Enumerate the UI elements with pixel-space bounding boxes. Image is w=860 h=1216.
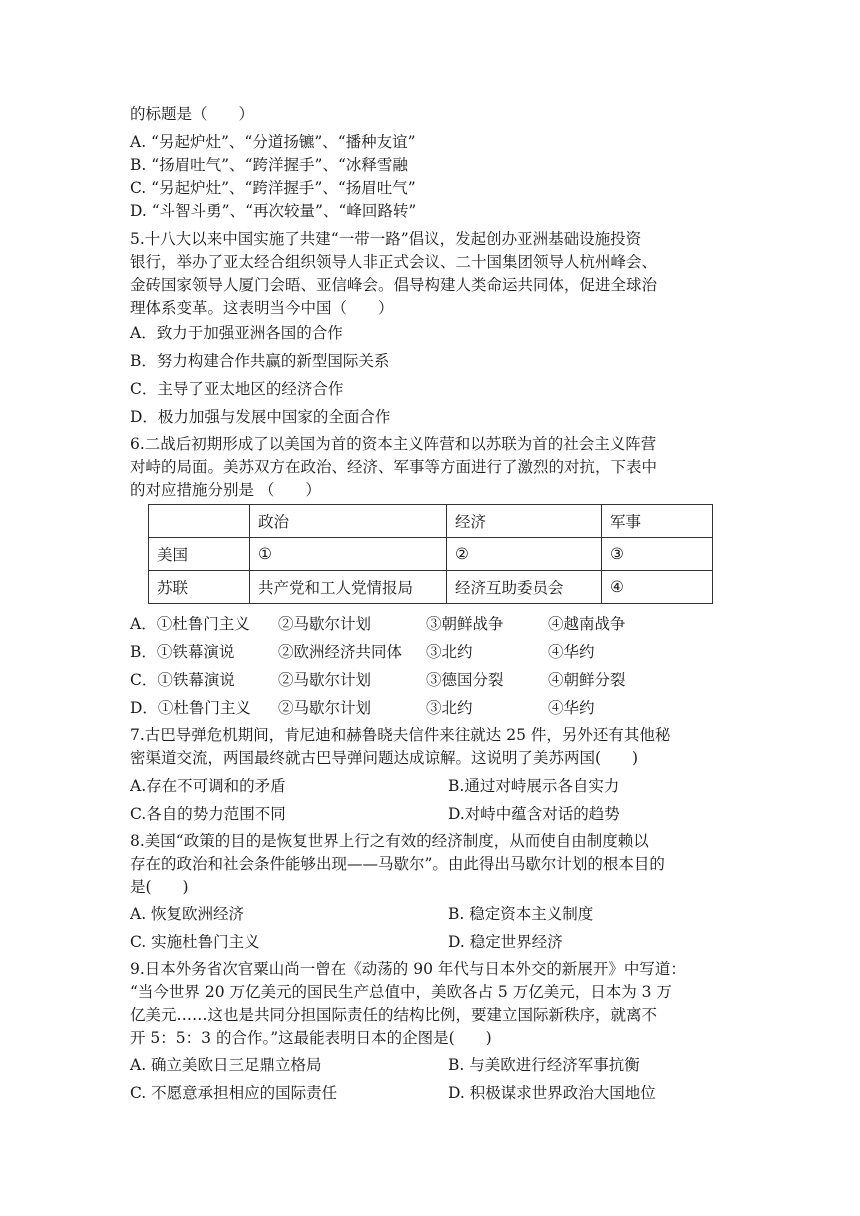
q8-option-c: C. 实施杜鲁门主义: [130, 933, 260, 951]
option-part: ④华约: [548, 643, 595, 661]
q6-measures-table: [148, 504, 713, 604]
q5-option-d: D．极力加强与发展中国家的全面合作: [130, 408, 391, 426]
table-cell: 经济互助委员会: [447, 571, 602, 604]
q5-stem-line: 理体系变革。这表明当今中国（ ）: [130, 299, 394, 317]
table-header-row: [149, 505, 713, 538]
option-part: ③北约: [426, 699, 473, 717]
q7-option-d: D.对峙中蕴含对话的趋势: [448, 805, 620, 823]
q5-stem-line: 金砖国家领导人厦门会晤、亚信峰会。倡导构建人类命运共同体，促进全球治: [130, 276, 658, 294]
q5-option-c: C．主导了亚太地区的经济合作: [130, 380, 344, 398]
q7-stem-line: 密渠道交流，两国最终就古巴导弹问题达成谅解。这说明了美苏两国( ): [130, 749, 639, 767]
q9-option-c: C. 不愿意承担相应的国际责任: [130, 1084, 338, 1102]
q8-option-b: B. 稳定资本主义制度: [448, 905, 594, 923]
q9-stem-line: 9.日本外务省次官粟山尚一曾在《动荡的 90 年代与日本外交的新展开》中写道：: [130, 960, 686, 978]
table-cell: 政治: [250, 505, 447, 538]
option-part: B．①铁幕演说: [130, 643, 235, 661]
q8-stem-line: 是( ): [130, 878, 189, 896]
table-cell: 共产党和工人党情报局: [250, 571, 447, 604]
q9-stem-line: 亿美元……这也是共同分担国际责任的结构比例，要建立国际新秩序，就离不: [130, 1006, 658, 1024]
table-row: [149, 538, 713, 571]
q9-option-b: B. 与美欧进行经济军事抗衡: [448, 1056, 640, 1074]
table-cell: 经济: [447, 505, 602, 538]
q6-stem-line: 6.二战后初期形成了以美国为首的资本主义阵营和以苏联为首的社会主义阵营: [130, 435, 657, 453]
option-part: D．①杜鲁门主义: [130, 699, 251, 717]
option-part: A．①杜鲁门主义: [130, 615, 250, 633]
table-cell: ②: [447, 538, 602, 571]
table-cell: 军事: [602, 505, 713, 538]
table-cell: 美国: [149, 538, 250, 571]
option-part: ②马歇尔计划: [278, 699, 372, 717]
q7-option-a: A.存在不可调和的矛盾: [130, 777, 286, 795]
table-row: [149, 571, 713, 604]
table-cell: ③: [602, 538, 713, 571]
q8-stem-line: 存在的政治和社会条件能够出现——马歇尔”。由此得出马歇尔计划的根本目的: [130, 855, 665, 873]
option-part: ②欧洲经济共同体: [278, 643, 403, 661]
q5-stem-line: 银行，举办了亚太经合组织领导人非正式会议、二十国集团领导人杭州峰会、: [130, 253, 658, 271]
q6-stem-line: 的对应措施分别是 （ ）: [130, 481, 321, 499]
q9-stem-line: “当今世界 20 万亿美元的国民生产总值中，美欧各占 5 万亿美元，日本为 3 万: [130, 983, 672, 1001]
q9-option-d: D. 积极谋求世界政治大国地位: [448, 1084, 656, 1102]
q4-stem: 的标题是（ ）: [130, 105, 255, 123]
option-part: ②马歇尔计划: [278, 671, 372, 689]
q7-option-b: B.通过对峙展示各自实力: [448, 777, 620, 795]
q4-option-d: D. “斗智斗勇”、“再次较量”、“峰回路转”: [130, 202, 417, 220]
q4-option-a: A. “另起炉灶”、“分道扬镳”、“播种友谊”: [130, 133, 416, 151]
q6-stem-line: 对峙的局面。美苏双方在政治、经济、军事等方面进行了激烈的对抗，下表中: [130, 458, 658, 476]
table-cell: ①: [250, 538, 447, 571]
option-part: C．①铁幕演说: [130, 671, 235, 689]
q9-stem-line: 开 5：5：3 的合作。”这最能表明日本的企图是( ): [130, 1029, 492, 1047]
q7-stem-line: 7.古巴导弹危机期间，肯尼迪和赫鲁晓夫信件来往就达 25 件，另外还有其他秘: [130, 726, 671, 744]
option-part: ③北约: [426, 643, 473, 661]
q4-option-c: C. “另起炉灶”、“跨洋握手”、“扬眉吐气”: [130, 179, 416, 197]
option-part: ③德国分裂: [426, 671, 504, 689]
table-cell: 苏联: [149, 571, 250, 604]
q5-stem-line: 5.十八大以来中国实施了共建“一带一路”倡议，发起创办亚洲基础设施投资: [130, 230, 642, 248]
q8-option-a: A. 恢复欧洲经济: [130, 905, 245, 923]
option-part: ④越南战争: [548, 615, 626, 633]
q5-option-a: A．致力于加强亚洲各国的合作: [130, 324, 343, 342]
option-part: ④华约: [548, 699, 595, 717]
option-part: ③朝鲜战争: [426, 615, 504, 633]
q8-option-d: D. 稳定世界经济: [448, 933, 563, 951]
option-part: ②马歇尔计划: [278, 615, 372, 633]
table-cell: [149, 505, 250, 538]
q4-option-b: B. “扬眉吐气”、“跨洋握手”、“冰释雪融: [130, 156, 408, 174]
table-cell: ④: [602, 571, 713, 604]
option-part: ④朝鲜分裂: [548, 671, 626, 689]
q9-option-a: A. 确立美欧日三足鼎立格局: [130, 1056, 322, 1074]
q7-option-c: C.各自的势力范围不同: [130, 805, 286, 823]
q8-stem-line: 8.美国“政策的目的是恢复世界上行之有效的经济制度，从而使自由制度赖以: [130, 832, 649, 850]
q5-option-b: B．努力构建合作共赢的新型国际关系: [130, 352, 390, 370]
